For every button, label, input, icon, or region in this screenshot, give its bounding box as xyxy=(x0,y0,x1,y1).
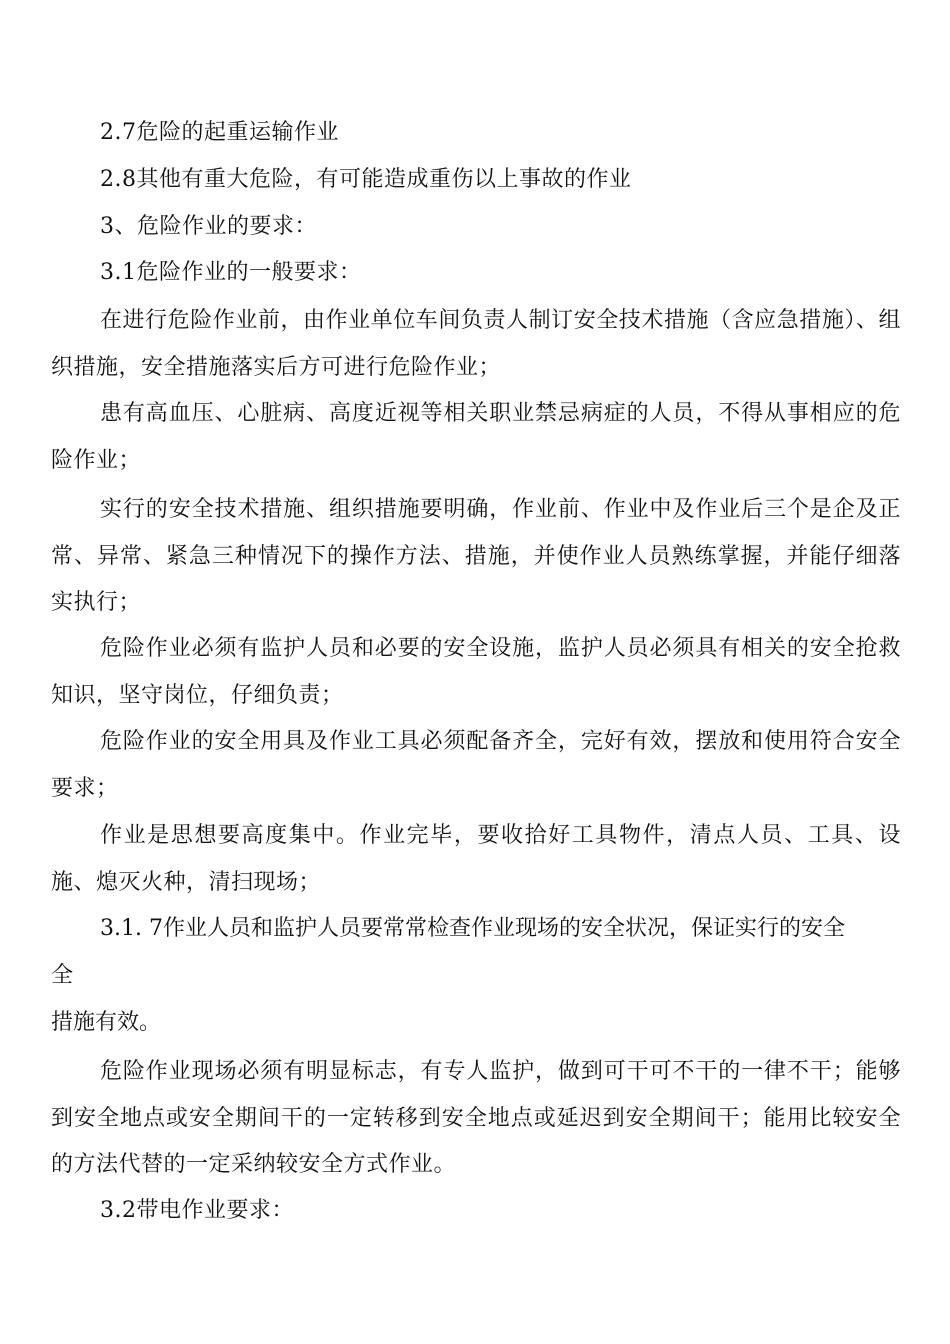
paragraph-technical-measures: 实行的安全技术措施、组织措施要明确，作业前、作业中及作业后三个是企及正常、异常、紧急三种情况下的操作方法、措施，并使作业人员熟练掌握，并能仔细落实执行； xyxy=(51,497,901,615)
paragraph-3-1-7-line1: 3.1. 7作业人员和监护人员要常常检查作业现场的安全状况，保证实行的安全 xyxy=(100,916,845,941)
paragraph-supervision: 危险作业必须有监护人员和必要的安全设施，监护人员必须具有相关的安全抢救知识，坚守岗位，仔细负责； xyxy=(51,636,901,708)
paragraph-2-7: 2.7危险的起重运输作业 xyxy=(100,120,339,145)
heading-section-3: 3、危险作业的要求： xyxy=(100,214,317,239)
heading-section-3-1: 3.1危险作业的一般要求： xyxy=(100,260,362,285)
paragraph-safety-tools: 危险作业的安全用具及作业工具必须配备齐全，完好有效，摆放和使用符合安全要求； xyxy=(51,729,901,801)
paragraph-pre-work-measures: 在进行危险作业前，由作业单位车间负责人制订安全技术措施（含应急措施）、组织措施，安全措施落实后方可进行危险作业； xyxy=(51,308,901,380)
paragraph-health-restrictions: 患有高血压、心脏病、高度近视等相关职业禁忌病症的人员，不得从事相应的危险作业； xyxy=(51,401,901,473)
paragraph-site-markings: 危险作业现场必须有明显标志，有专人监护，做到可干可不干的一律不干；能够到安全地点或安全期间干的一定转移到安全地点或延迟到安全期间干；能用比较安全的方法代替的一定采纳较安全方式作业。 xyxy=(51,1059,901,1177)
heading-section-3-2: 3.2带电作业要求： xyxy=(100,1198,294,1223)
paragraph-concentration: 作业是思想要高度集中。作业完毕，要收拾好工具物件，清点人员、工具、设施、熄灭火种，清扫现场； xyxy=(51,823,901,895)
paragraph-3-1-7-line2: 全 xyxy=(51,963,74,988)
paragraph-3-1-7-line3: 措施有效。 xyxy=(51,1010,162,1035)
paragraph-2-8: 2.8其他有重大危险，有可能造成重伤以上事故的作业 xyxy=(100,167,632,192)
